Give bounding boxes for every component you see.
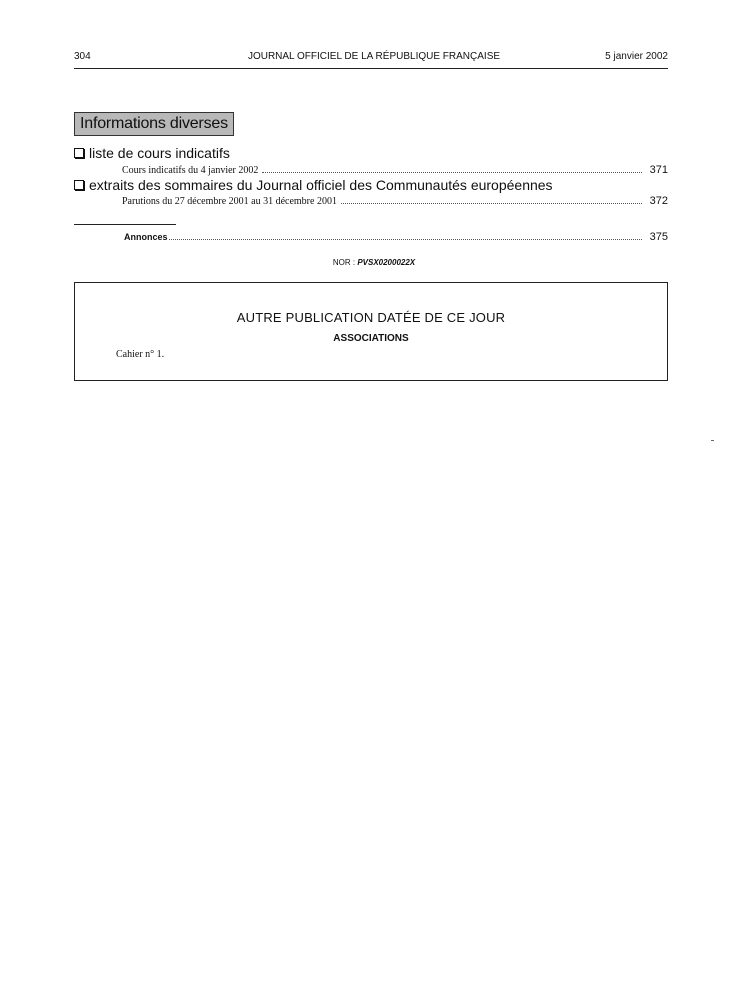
- separator-rule: [74, 224, 176, 225]
- toc-row-parutions: [122, 195, 668, 207]
- section-banner: Informations diverses: [74, 112, 234, 136]
- nor-label: NOR :: [332, 258, 358, 267]
- page-number: 304: [74, 51, 91, 62]
- entry-extraits-sommaires: [74, 177, 668, 195]
- issue-date: 5 janvier 2002: [605, 51, 668, 62]
- header-rule: [74, 68, 668, 69]
- dot-leader: [262, 172, 642, 173]
- nor-code: PVSX0200022X: [357, 258, 416, 267]
- entry-title-journal: Journal officiel des Communautés européennes: [256, 177, 553, 193]
- checkbox-bullet-icon: [74, 148, 84, 158]
- toc-row-page: 371: [649, 164, 668, 176]
- dot-leader: [341, 203, 642, 204]
- entry-title: liste de cours indicatifs: [89, 145, 230, 161]
- toc-row-cours: [122, 164, 668, 176]
- other-publication-subtitle: ASSOCIATIONS: [333, 333, 409, 344]
- toc-row-text: Cours indicatifs du 4 janvier 2002: [122, 165, 259, 176]
- entry-cours-indicatifs: [74, 145, 668, 163]
- annonces-page: 375: [649, 231, 668, 243]
- other-publication-box: [74, 282, 668, 381]
- entry-title-prefix: extraits des sommaires du: [89, 177, 257, 193]
- annonces-label: Annonces: [124, 232, 168, 242]
- dot-leader: [169, 239, 642, 240]
- nor-reference: [0, 258, 748, 267]
- other-publication-title: AUTRE PUBLICATION DATÉE DE CE JOUR: [236, 310, 506, 325]
- checkbox-bullet-icon: [74, 180, 84, 190]
- toc-row-annonces: [124, 231, 668, 243]
- toc-row-page: 372: [649, 195, 668, 207]
- journal-title: JOURNAL OFFICIEL DE LA RÉPUBLIQUE FRANÇAISE: [247, 51, 501, 62]
- scan-speck: [711, 440, 714, 441]
- toc-row-text: Parutions du 27 décembre 2001 au 31 décembre 2001: [122, 196, 337, 207]
- cahier-number: Cahier n° 1.: [116, 349, 165, 360]
